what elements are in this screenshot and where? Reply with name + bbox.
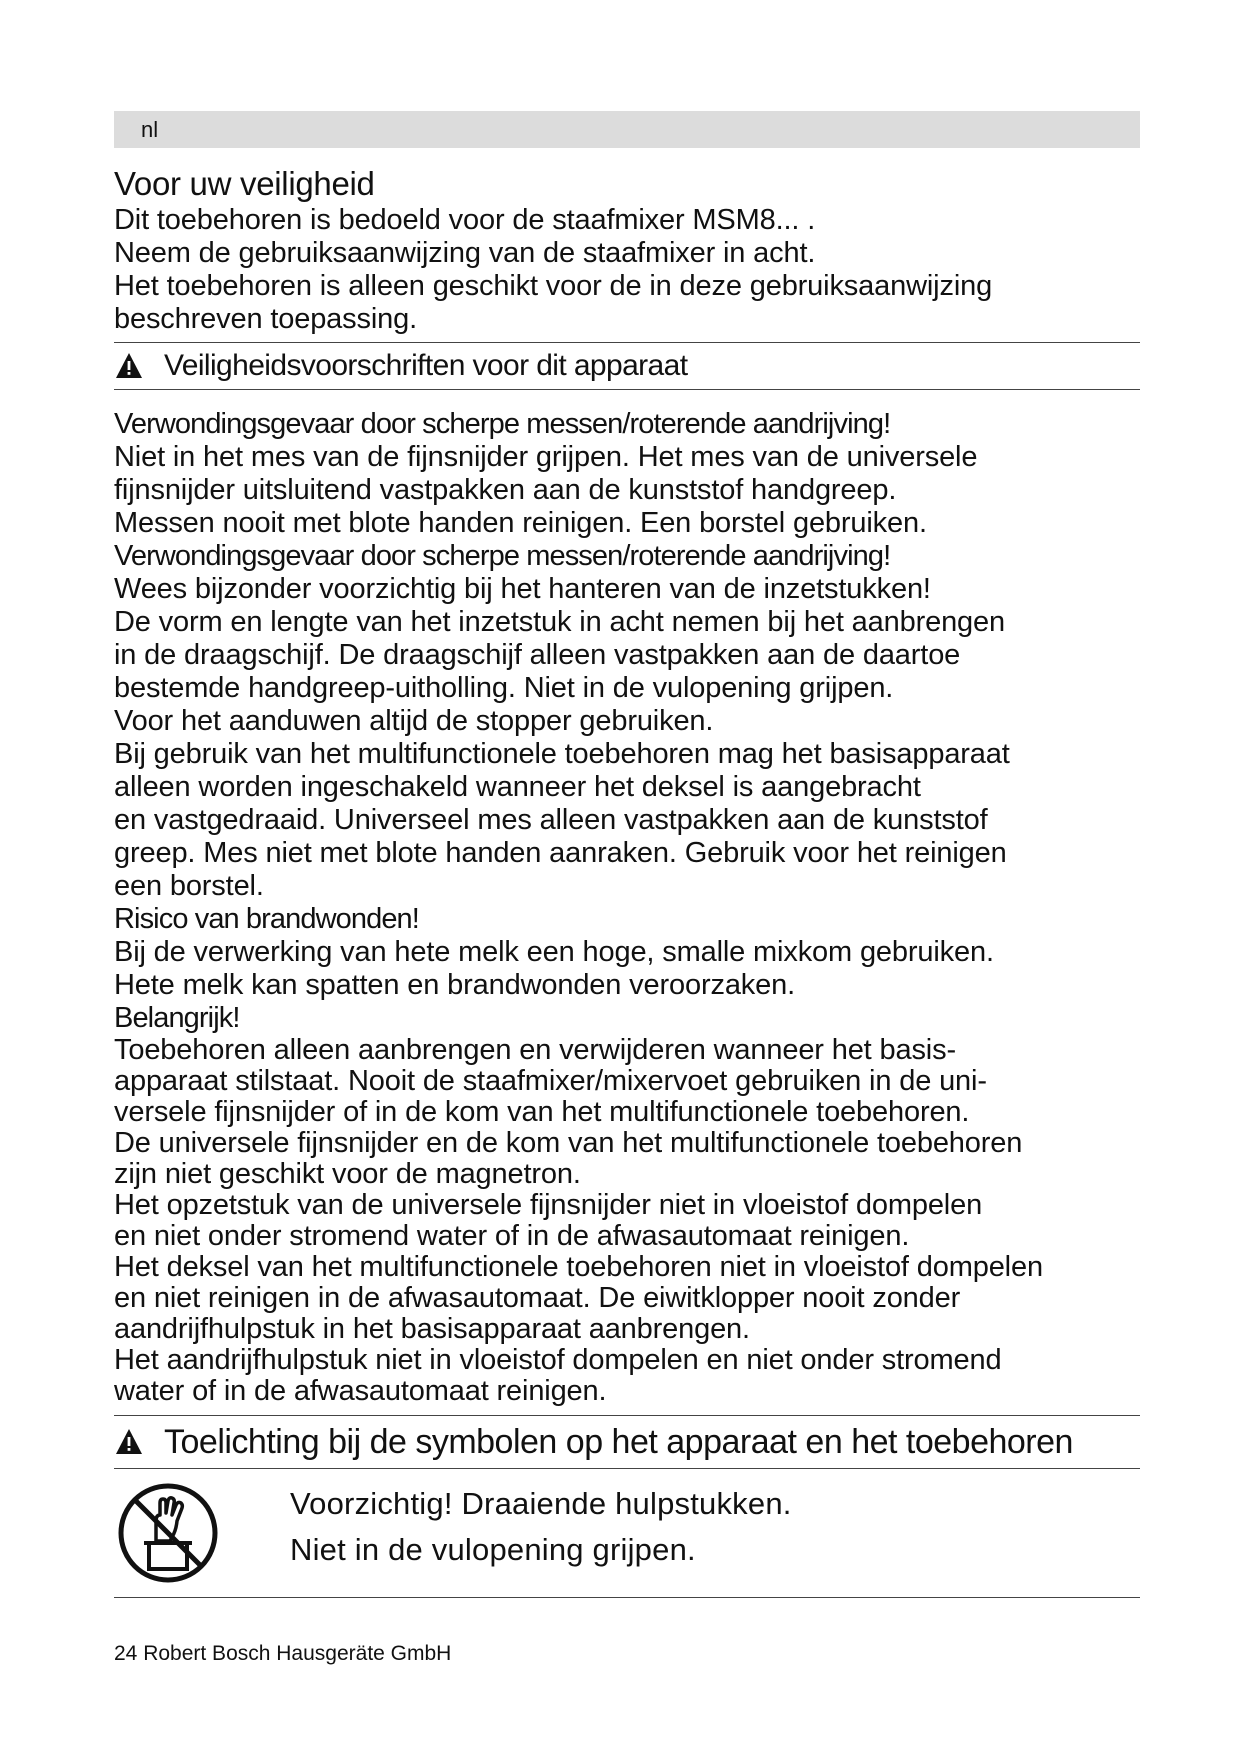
safety-line: Niet in het mes van de fijnsnijder grijpen. Het mes van de universele [114, 441, 978, 473]
intro-text [114, 204, 1140, 336]
section-title: Voor uw veiligheid [114, 165, 375, 202]
injury-warning-label: Verwondingsgevaar door scherpe messen/roterende aandrijving! [114, 408, 891, 440]
language-bar [114, 111, 1140, 148]
safety-line: greep. Mes niet met blote handen aanraken. Gebruik voor het reinigen [114, 837, 1007, 869]
safety-line: Het deksel van het multifunctionele toebehoren niet in vloeistof dompelen [114, 1251, 1043, 1283]
safety-line: bestemde handgreep-uitholling. Niet in de vulopening grijpen. [114, 672, 894, 704]
symbols-heading-text: Toelichting bij de symbolen op het apparaat en het toebehoren [164, 1422, 1073, 1461]
intro-line: Neem de gebruiksaanwijzing van de staafmixer in acht. [114, 237, 816, 269]
important-block [114, 1035, 1140, 1407]
safety-line: en niet onder stromend water of in de afwasautomaat reinigen. [114, 1220, 910, 1252]
safety-line: Het opzetstuk van de universele fijnsnijder niet in vloeistof dompelen [114, 1189, 983, 1221]
safety-line: en niet reinigen in de afwasautomaat. De eiwitklopper nooit zonder [114, 1282, 961, 1314]
safety-line: Hete melk kan spatten en brandwonden veroorzaken. [114, 969, 796, 1001]
symbol-line: Niet in de vulopening grijpen. [290, 1532, 696, 1567]
page-footer: 24 Robert Bosch Hausgeräte GmbH [114, 1642, 452, 1665]
page [114, 111, 1140, 1598]
burn-warning-label: Risico van brandwonden! [114, 903, 419, 935]
no-hand-in-feed-tube-icon [116, 1481, 220, 1585]
important-label: Belangrijk! [114, 1002, 240, 1034]
warning-icon [114, 1427, 144, 1457]
divider [114, 389, 1140, 390]
intro-line: beschreven toepassing. [114, 303, 418, 335]
safety-line: Het aandrijfhulpstuk niet in vloeistof dompelen en niet onder stromend [114, 1344, 1002, 1376]
intro-line: Het toebehoren is alleen geschikt voor de in deze gebruiksaanwijzing [114, 270, 993, 302]
safety-line: zijn niet geschikt voor de magnetron. [114, 1158, 581, 1190]
safety-line: Toebehoren alleen aanbrengen en verwijderen wanneer het basis- [114, 1034, 956, 1066]
safety-body [114, 408, 1140, 1407]
safety-line: De vorm en lengte van het inzetstuk in acht nemen bij het aanbrengen [114, 606, 1005, 638]
safety-heading [114, 343, 1140, 389]
safety-line: versele fijnsnijder of in de kom van het multifunctionele toebehoren. [114, 1096, 970, 1128]
safety-line: aandrijfhulpstuk in het basisapparaat aanbrengen. [114, 1313, 750, 1345]
injury-warning-label: Verwondingsgevaar door scherpe messen/roterende aandrijving! [114, 540, 891, 572]
language-code: nl [141, 117, 159, 142]
safety-line: Bij de verwerking van hete melk een hoge, smalle mixkom gebruiken. [114, 936, 994, 968]
warning-icon [114, 351, 144, 381]
safety-line: en vastgedraaid. Universeel mes alleen vastpakken aan de kunststof [114, 804, 988, 836]
safety-line: Wees bijzonder voorzichtig bij het hanteren van de inzetstukken! [114, 573, 931, 605]
safety-line: apparaat stilstaat. Nooit de staafmixer/mixervoet gebruiken in de uni- [114, 1065, 987, 1097]
symbols-heading [114, 1416, 1140, 1468]
safety-heading-text: Veiligheidsvoorschriften voor dit apparaat [164, 349, 688, 382]
divider [114, 1597, 1140, 1598]
safety-line: Messen nooit met blote handen reinigen. Een borstel gebruiken. [114, 507, 927, 539]
symbol-description [290, 1481, 792, 1585]
intro-line: Dit toebehoren is bedoeld voor de staafmixer MSM8... . [114, 204, 816, 236]
safety-line: Bij gebruik van het multifunctionele toebehoren mag het basisapparaat [114, 738, 1010, 770]
safety-line: De universele fijnsnijder en de kom van het multifunctionele toebehoren [114, 1127, 1023, 1159]
safety-line: fijnsnijder uitsluitend vastpakken aan de kunststof handgreep. [114, 474, 897, 506]
safety-line: een borstel. [114, 870, 264, 902]
safety-line: water of in de afwasautomaat reinigen. [114, 1375, 607, 1407]
symbol-line: Voorzichtig! Draaiende hulpstukken. [290, 1486, 792, 1521]
safety-line: in de draagschijf. De draagschijf alleen vastpakken aan de daartoe [114, 639, 961, 671]
safety-line: alleen worden ingeschakeld wanneer het deksel is aangebracht [114, 771, 921, 803]
safety-line: Voor het aanduwen altijd de stopper gebruiken. [114, 705, 714, 737]
symbol-item [114, 1469, 1140, 1597]
